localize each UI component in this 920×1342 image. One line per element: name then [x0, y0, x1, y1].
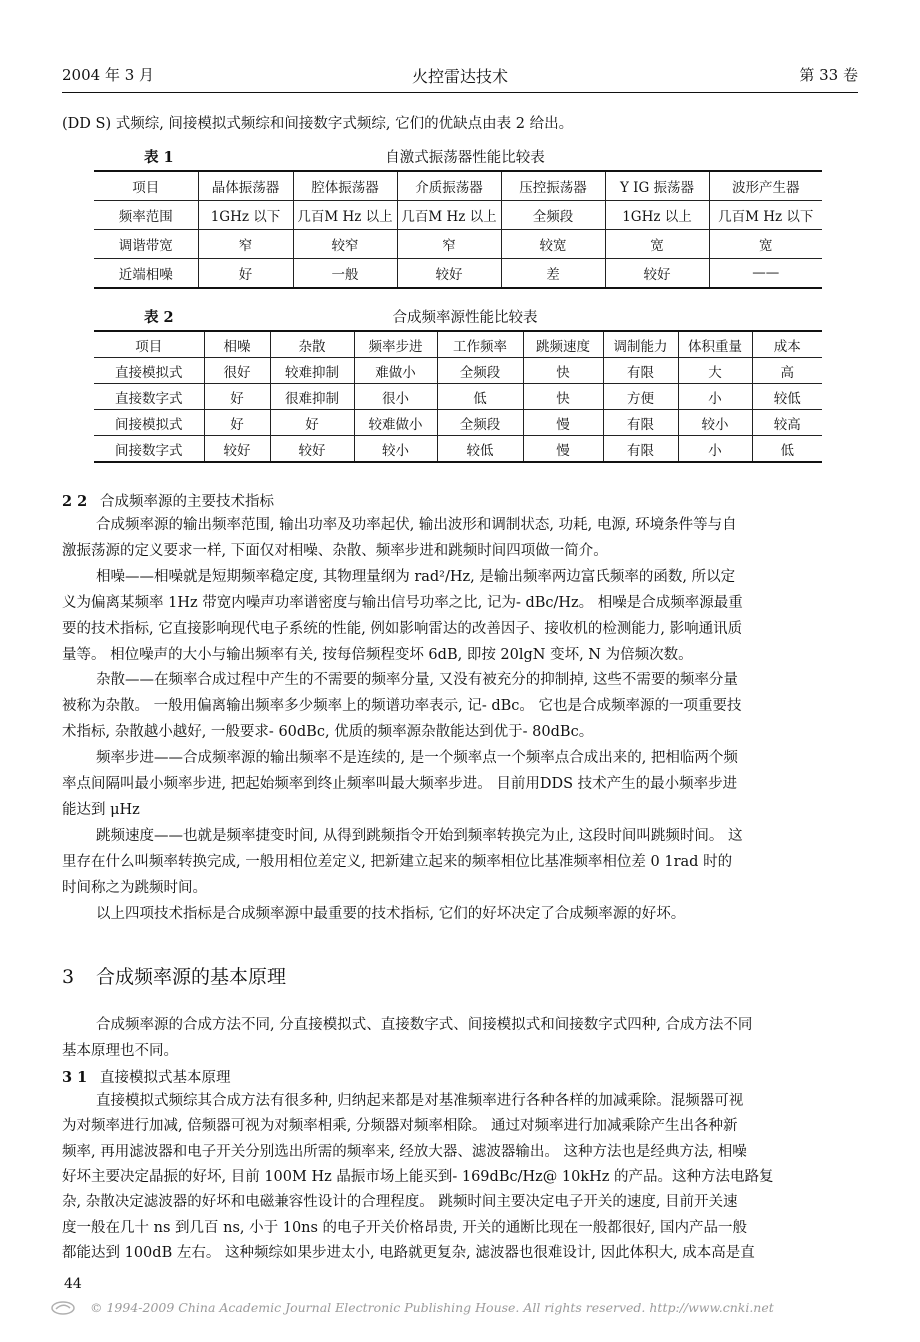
table-cell: 全频段 — [437, 358, 523, 384]
text-line: 激振荡源的定义要求一样, 下面仅对相噪、杂散、频率步进和跳频时间四项做一简介。 — [62, 542, 608, 559]
table-cell: 全频段 — [437, 410, 523, 436]
table-header-cell: 跳频速度 — [523, 331, 603, 358]
table-cell: 较难做小 — [354, 410, 437, 436]
table-cell: 大 — [678, 358, 752, 384]
footer — [0, 1298, 920, 1322]
table-cell: —— — [709, 259, 822, 289]
table-cell: 较好 — [204, 436, 270, 463]
header-journal: 火控雷达技术 — [411, 67, 508, 86]
table-cell: 较低 — [437, 436, 523, 463]
table-cell: 高 — [752, 358, 822, 384]
section-3-heading — [62, 962, 286, 989]
table-header-cell: Y IG 振荡器 — [605, 171, 709, 201]
table-cell: 宽 — [605, 230, 709, 259]
table-cell: 慢 — [523, 436, 603, 463]
section-title: 合成频率源的基本原理 — [96, 966, 287, 988]
text-line: 术指标, 杂散越小越好, 一般要求- 60dBc, 优质的频率源杂散能达到优于- 80dBc。 — [62, 724, 594, 741]
table-header-cell: 杂散 — [270, 331, 354, 358]
table-cell: 小 — [678, 436, 752, 463]
table-cell: 一般 — [293, 259, 397, 289]
table-cell: 有限 — [603, 358, 678, 384]
text-line: 能达到 μHz — [62, 801, 140, 818]
table-cell: 较小 — [354, 436, 437, 463]
table-cell: 窄 — [198, 230, 293, 259]
table-header-cell: 工作频率 — [437, 331, 523, 358]
table-header-cell: 项目 — [94, 331, 204, 358]
table2 — [94, 330, 822, 463]
text-line: 杂散——在频率合成过程中产生的不需要的频率分量, 又没有被充分的抑制掉, 这些不需要的频率分量 — [96, 672, 738, 689]
table-cell: 很小 — [354, 384, 437, 410]
table-cell: 1GHz 以上 — [605, 201, 709, 230]
table-cell: 窄 — [397, 230, 501, 259]
text-line: 频率, 再用滤波器和电子开关分别选出所需的频率来, 经放大器、滤波器输出。 这种方法也是经典方法, 相噪 — [62, 1143, 747, 1160]
table-cell: 低 — [437, 384, 523, 410]
table1 — [94, 170, 822, 289]
table-cell: 有限 — [603, 410, 678, 436]
text-line: 度一般在几十 ns 到几百 ns, 小于 10ns 的电子开关价格昂贵, 开关的通断比现在一般都很好, 国内产品一般 — [62, 1219, 747, 1236]
table-cell: 几百M Hz 以上 — [397, 201, 501, 230]
table-row — [94, 331, 822, 358]
table-cell: 较好 — [270, 436, 354, 463]
table-cell: 慢 — [523, 410, 603, 436]
table-cell: 直接模拟式 — [94, 358, 204, 384]
table-header-cell: 成本 — [752, 331, 822, 358]
table-cell: 好 — [198, 259, 293, 289]
table1-label: 表 1 — [144, 149, 174, 166]
table-cell: 频率范围 — [94, 201, 198, 230]
text-line: 基本原理也不同。 — [62, 1043, 178, 1059]
table-cell: 好 — [204, 384, 270, 410]
text-line: 杂, 杂散决定滤波器的好坏和电磁兼容性设计的合理程度。 跳频时间主要决定电子开关的速度, 目前开关速 — [62, 1194, 738, 1211]
table-cell: 有限 — [603, 436, 678, 463]
table-header-cell: 波形产生器 — [709, 171, 822, 201]
table-row — [94, 201, 822, 230]
text-line: 为对频率进行加减, 倍频器可视为对频率相乘, 分频器对频率相除。 通过对频率进行加减乘除产生出各种新 — [62, 1118, 738, 1135]
section-number: 3 1 — [62, 1069, 88, 1086]
text-line: 好坏主要决定晶振的好坏, 目前 100M Hz 晶振市场上能买到- 169dBc/Hz@ 10kHz 的产品。这种方法电路复 — [62, 1168, 774, 1185]
table2-label: 表 2 — [144, 309, 174, 326]
table-cell: 较低 — [752, 384, 822, 410]
text-line: 时间称之为跳频时间。 — [62, 879, 207, 896]
text-line: 直接模拟式频综其合成方法有很多种, 归纳起来都是对基准频率进行各种各样的加减乘除。混频器可视 — [96, 1093, 744, 1109]
table-row — [94, 171, 822, 201]
cnki-logo-icon — [50, 1300, 76, 1316]
table-row — [94, 230, 822, 259]
table-cell: 几百M Hz 以下 — [709, 201, 822, 230]
table-cell: 间接数字式 — [94, 436, 204, 463]
table-cell: 较难抑制 — [270, 358, 354, 384]
table-header-cell: 介质振荡器 — [397, 171, 501, 201]
text-line: 义为偏离某频率 1Hz 带宽内噪声功率谱密度与输出信号功率之比, 记为- dBc/Hz。 相噪是合成频率源最重 — [62, 594, 743, 611]
table-cell: 好 — [270, 410, 354, 436]
table-cell: 很好 — [204, 358, 270, 384]
table-header-cell: 压控振荡器 — [501, 171, 605, 201]
table-header-cell: 调制能力 — [603, 331, 678, 358]
table-row — [94, 259, 822, 289]
table-row — [94, 436, 822, 463]
table2-title: 合成频率源性能比较表 — [392, 310, 538, 326]
text-line: 相噪——相噪就是短期频率稳定度, 其物理量纲为 rad²/Hz, 是输出频率两边富氏频率的函数, 所以定 — [96, 568, 736, 585]
table-cell: 差 — [501, 259, 605, 289]
table-cell: 调谐带宽 — [94, 230, 198, 259]
section-2-2-heading — [62, 490, 274, 511]
table-cell: 间接模拟式 — [94, 410, 204, 436]
table-cell: 好 — [204, 410, 270, 436]
text-line: 要的技术指标, 它直接影响现代电子系统的性能, 例如影响雷达的改善因子、接收机的检测能力, 影响通讯质 — [62, 620, 743, 637]
table-cell: 方便 — [603, 384, 678, 410]
table-header-cell: 晶体振荡器 — [198, 171, 293, 201]
table-cell: 较宽 — [501, 230, 605, 259]
running-header — [62, 64, 858, 90]
table-cell: 较窄 — [293, 230, 397, 259]
table-cell: 近端相噪 — [94, 259, 198, 289]
copyright-notice: © 1994-2009 China Academic Journal Electronic Publishing House. All rights reserved. http://www.cnki.net — [90, 1300, 774, 1315]
text-line: 合成频率源的输出频率范围, 输出功率及功率起伏, 输出波形和调制状态, 功耗, 电源, 环境条件等与自 — [96, 517, 737, 533]
table-header-cell: 频率步进 — [354, 331, 437, 358]
text-line: 都能达到 100dB 左右。 这种频综如果步进太小, 电路就更复杂, 滤波器也很难设计, 因此体积大, 成本高是直 — [62, 1244, 755, 1261]
table1-title: 自激式振荡器性能比较表 — [385, 150, 545, 166]
header-rule — [62, 92, 858, 93]
text-line: 率点间隔叫最小频率步进, 把起始频率到终止频率叫最大频率步进。 目前用DDS 技术产生的最小频率步进 — [62, 776, 738, 792]
section-title: 直接模拟式基本原理 — [100, 1070, 231, 1086]
table-cell: 低 — [752, 436, 822, 463]
table-cell: 小 — [678, 384, 752, 410]
text-line: 频率步进——合成频率源的输出频率不是连续的, 是一个频率点一个频率点合成出来的, 把相临两个频 — [96, 750, 738, 767]
page-number: 44 — [64, 1276, 82, 1292]
text-line: 合成频率源的合成方法不同, 分直接模拟式、直接数字式、间接模拟式和间接数字式四种, 合成方法不同 — [96, 1017, 753, 1033]
table-row — [94, 358, 822, 384]
table-header-cell: 项目 — [94, 171, 198, 201]
table-cell: 难做小 — [354, 358, 437, 384]
section-number: 2 2 — [62, 493, 88, 510]
section-3-1-heading — [62, 1066, 231, 1087]
table-cell: 快 — [523, 358, 603, 384]
table-row — [94, 384, 822, 410]
intro-line: (DD S) 式频综, 间接模拟式频综和间接数字式频综, 它们的优缺点由表 2 给出。 — [62, 116, 574, 132]
header-date: 2004 年 3 月 — [62, 66, 155, 84]
section-title: 合成频率源的主要技术指标 — [100, 494, 274, 510]
table-cell: 较小 — [678, 410, 752, 436]
table-header-cell: 腔体振荡器 — [293, 171, 397, 201]
table-cell: 直接数字式 — [94, 384, 204, 410]
table-header-cell: 相噪 — [204, 331, 270, 358]
section-number: 3 — [62, 966, 75, 988]
table-cell: 较高 — [752, 410, 822, 436]
header-volume: 第 33 卷 — [799, 66, 858, 84]
table-row — [94, 410, 822, 436]
text-line: 被称为杂散。 一般用偏离输出频率多少频率上的频谱功率表示, 记- dBc。 它也是合成频率源的一项重要技 — [62, 698, 742, 715]
table-cell: 全频段 — [501, 201, 605, 230]
table-cell: 几百M Hz 以上 — [293, 201, 397, 230]
text-line: 以上四项技术指标是合成频率源中最重要的技术指标, 它们的好坏决定了合成频率源的好坏。 — [96, 905, 686, 922]
table-cell: 快 — [523, 384, 603, 410]
table-cell: 宽 — [709, 230, 822, 259]
text-line: 里存在什么叫频率转换完成, 一般用相位差定义, 把新建立起来的频率相位比基准频率相位差 0 1rad 时的 — [62, 853, 733, 870]
text-line: 量等。 相位噪声的大小与输出频率有关, 按每倍频程变坏 6dB, 即按 20lgN 变坏, N 为倍频次数。 — [62, 646, 693, 663]
table-cell: 较好 — [397, 259, 501, 289]
text-line: 跳频速度——也就是频率捷变时间, 从得到跳频指令开始到频率转换完为止, 这段时间叫跳频时间。 这 — [96, 827, 743, 844]
table-header-cell: 体积重量 — [678, 331, 752, 358]
table-cell: 较好 — [605, 259, 709, 289]
table-cell: 很难抑制 — [270, 384, 354, 410]
table-cell: 1GHz 以下 — [198, 201, 293, 230]
